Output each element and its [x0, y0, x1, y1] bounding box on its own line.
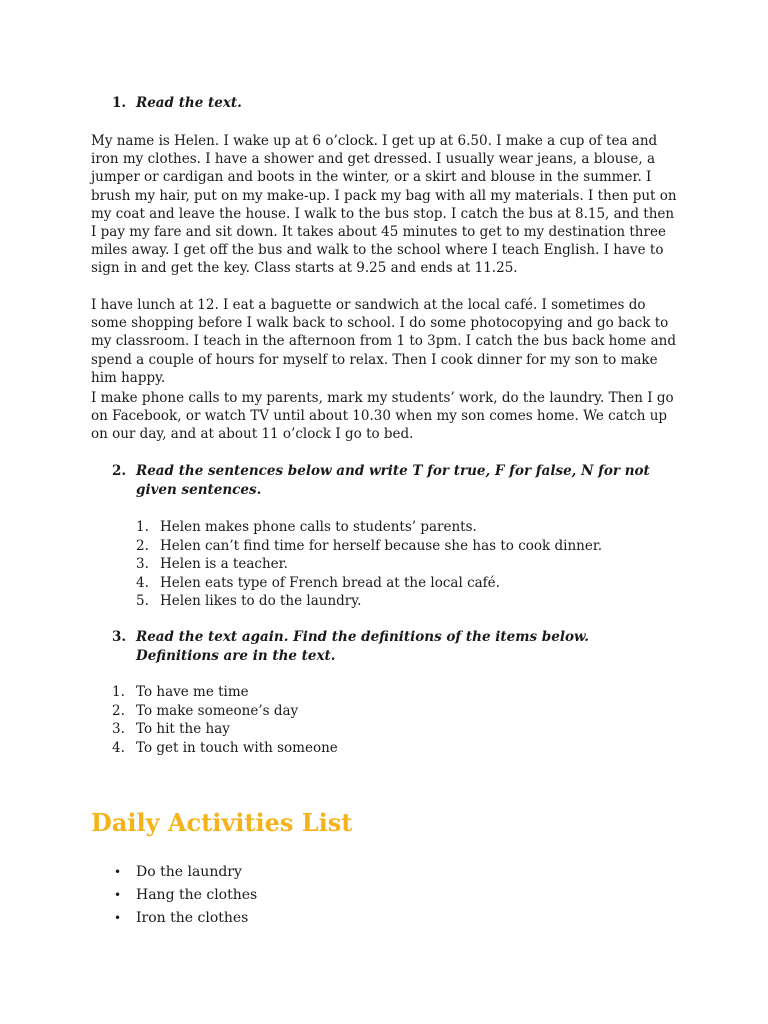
- task-3-instruction: [112, 628, 672, 666]
- list-item: 4. Helen eats type of French bread at the local café.: [136, 574, 500, 591]
- bullet-icon: •: [114, 911, 122, 925]
- bullet-icon: •: [114, 865, 122, 879]
- task-3-phrase-list: [112, 683, 672, 757]
- bullet-icon: •: [114, 888, 122, 902]
- paragraph-afternoon: I have lunch at 12. I eat a baguette or sandwich at the local café. I sometimes do some shopping before I walk back to school. I do some photocopying and go back to my classroom. I teach in the afternoon from 1 to 3pm. I catch the bus back home and spend a couple of hours for myself to relax. Then I cook dinner for my son to make him happy.: [91, 297, 676, 386]
- list-item: 1. To have me time: [112, 684, 249, 700]
- task-2-text: Read the sentences below and write T for true, F for false, N for not given sentences.: [136, 463, 650, 498]
- list-item: 2. To make someone’s day: [112, 702, 299, 719]
- list-item: 4. To get in touch with someone: [112, 739, 338, 756]
- paragraph-evening: I make phone calls to my parents, mark my students’ work, do the laundry. Then I go on Facebook, or watch TV until about 10.30 when my son comes home. We catch up on our day, and at about 11 o’clock I go to bed.: [91, 390, 674, 443]
- list-item: 3. To hit the hay: [112, 721, 230, 737]
- task-1-number: 1.: [112, 95, 127, 111]
- list-item: • Iron the clothes: [112, 907, 257, 930]
- list-item: 2. Helen can’t find time for herself because she has to cook dinner.: [136, 537, 603, 554]
- daily-activities-heading: Daily Activities List: [91, 808, 353, 837]
- task-1-text: Read the text.: [136, 95, 242, 111]
- task-2-instruction: [112, 462, 672, 500]
- paragraph-morning: My name is Helen. I wake up at 6 o’clock. I get up at 6.50. I make a cup of tea and iron my clothes. I have a shower and get dressed. I usually wear jeans, a blouse, a jumper or cardigan and boots in the winter, or a skirt and blouse in the summer. I brush my hair, put on my make-up. I pack my bag with all my materials. I then put on my coat and leave the house. I walk to the bus stop. I catch the bus at 8.15, and then I pay my fare and sit down. It takes about 45 minutes to get to my destination three miles away. I get off the bus and walk to the school where I teach English. I have to sign in and get the key. Class starts at 9.25 and ends at 11.25.: [91, 133, 677, 277]
- list-item: 1. Helen makes phone calls to students’ parents.: [136, 519, 477, 535]
- task-1-instruction: [112, 94, 672, 113]
- list-item: • Hang the clothes: [112, 884, 257, 907]
- daily-activities-list: [112, 861, 257, 930]
- task-2-number: 2.: [112, 463, 127, 479]
- task-2-sentence-list: [136, 518, 676, 611]
- task-3-text: Read the text again. Find the definitions of the items below. Definitions are in the text.: [136, 629, 589, 664]
- list-item: • Do the laundry: [112, 861, 257, 884]
- list-item: 3. Helen is a teacher.: [136, 556, 288, 572]
- task-3-number: 3.: [112, 629, 127, 645]
- list-item: 5. Helen likes to do the laundry.: [136, 593, 362, 609]
